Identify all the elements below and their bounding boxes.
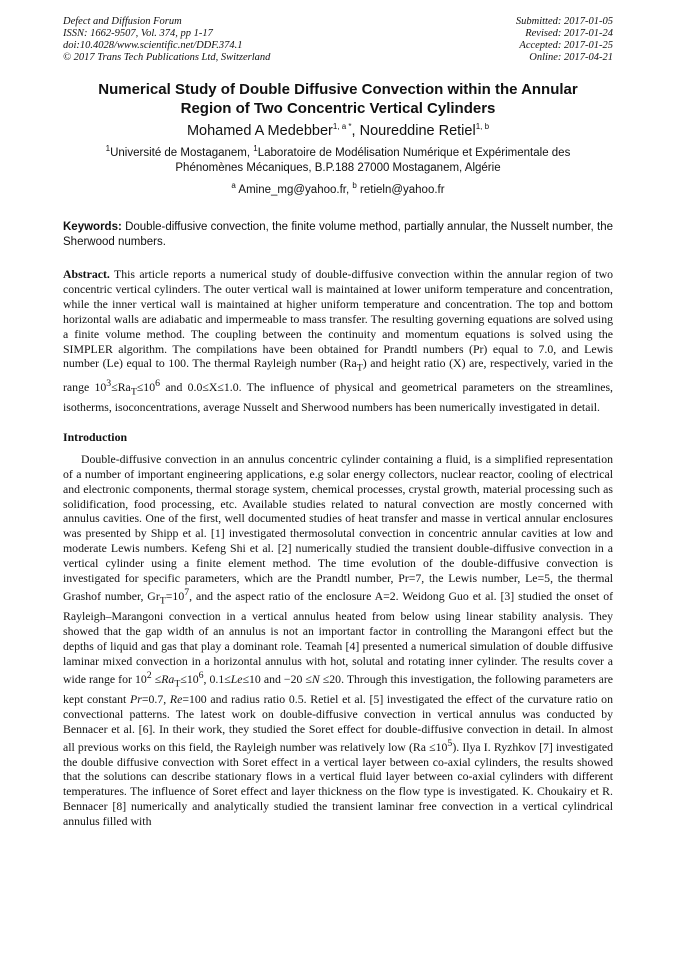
- intro-text: ). Ilya I. Ryzhkov [7] investigated the double diffusive convection with Soret effect in a vertical layer between co-axial cylinders, the results showed that the solutions can describe stationary flows in a vertical fluid layer between co-axial cylinders with different temperatures. The influence of Soret effect and layer thickness on the flow type is investigated. K. Choukairy et R. Bennacer [8] numerically and analytically studied the transient laminar free convection in a vertical cylindrical annulus filled with: [63, 739, 613, 829]
- intro-text: ≤: [151, 671, 162, 686]
- keywords-text: Double-diffusive convection, the finite volume method, partially annular, the Nusselt number, the Sherwood numbers.: [63, 221, 613, 248]
- email-b[interactable]: retieln@yahoo.fr: [356, 184, 445, 196]
- author-list: [63, 122, 613, 140]
- email-b-sup: b: [352, 181, 357, 191]
- publication-dates: [516, 16, 613, 64]
- email-a-sup: a: [231, 181, 236, 191]
- date-online: Online: 2017-04-21: [529, 52, 613, 63]
- author-2-sup: 1, b: [475, 122, 490, 132]
- abstract-label: Abstract.: [63, 267, 110, 281]
- abstract-sub: T: [356, 362, 363, 374]
- journal-name: Defect and Diffusion Forum: [63, 16, 182, 27]
- intro-text: ≤20. Through this investigation, the following parameters are kept constant: [63, 671, 614, 706]
- keywords: [63, 220, 613, 250]
- affiliation-university: Université de Mostaganem,: [110, 147, 254, 159]
- affiliation-lab: Laboratoire de Modélisation Numérique et Expérimentale des: [257, 147, 571, 159]
- intro-italic: Ra: [161, 671, 175, 686]
- journal-info: [63, 16, 270, 64]
- title-line-2: Region of Two Concentric Vertical Cylinders: [180, 100, 496, 117]
- affiliation-line-1: [63, 146, 613, 161]
- intro-italic: Re: [169, 691, 183, 706]
- intro-text: =100 and radius ratio 0.5. Retiel et al. [5] investigated the effect of the curvature ratio on convectional patterns. The latest work on double-diffusive convection in vertical annulus was conducted by Bennacer et al. [6]. In their work, they studied the Soret effect for double-diffusive convection in detail. In almost all previous works on this field, the Rayleigh number was relatively low (Ra ≤10: [63, 691, 613, 754]
- intro-italic: Pr: [130, 691, 142, 706]
- journal-copyright: © 2017 Trans Tech Publications Ltd, Switzerland: [63, 52, 271, 63]
- affiliation: [63, 146, 613, 176]
- abstract-sub: T: [130, 385, 137, 397]
- author-separator: ,: [351, 123, 360, 139]
- abstract-text: ) and height ratio (X) are, respectively, varied in the range 10: [63, 356, 613, 394]
- intro-sup: 2: [146, 669, 152, 681]
- affiliation-line-2: Phénomènes Mécaniques, B.P.188 27000 Mostaganem, Algérie: [175, 162, 501, 174]
- affiliation-sup-1: 1: [105, 144, 111, 154]
- abstract-sup: 3: [106, 377, 112, 389]
- journal-header: [63, 16, 613, 64]
- abstract-text: ≤10: [136, 379, 156, 394]
- date-submitted: Submitted: 2017-01-05: [515, 16, 613, 27]
- intro-text: ≤10 and −20 ≤: [242, 671, 312, 686]
- keywords-label: Keywords:: [63, 221, 122, 233]
- author-1: Mohamed A Medebber: [186, 123, 333, 139]
- author-2: Noureddine Retiel: [359, 123, 476, 139]
- intro-italic: Le: [230, 671, 243, 686]
- intro-sub: T: [174, 678, 181, 690]
- affiliation-sup-2: 1: [253, 144, 258, 154]
- intro-italic: N: [311, 671, 320, 686]
- introduction-paragraph: [63, 452, 613, 829]
- intro-text: Double-diffusive convection in an annulus concentric cylinder containing a fluid, is a simplified representation of a number of important engineering applications, e.g solar energy collectors, nuclear reactor, cooling of electrical and electronic components, thermal storage system, chemical processes, crystal growth, material processing such as solidification, food processing, etc. Available studies related to natural convection are mostly concerned with annulus cavities. One of the first, well documented studies of heat transfer and masse in vertical annular enclosures was presented by Shipp et al. [1] investigated thermosolutal convection in concentric annular cavities at low and moderate Lewis numbers. Kefeng Shi et al. [2] numerically studied the transient double-diffusive convection in a vertical cylinder using a finite element method. The time evolution of the double-diffusive convection is investigated for specific parameters, which are the Prandtl number, Pr=7, the Lewis number, Le=5, the thermal Grashof number, Gr: [63, 451, 613, 603]
- intro-sup: 6: [198, 669, 204, 681]
- paper-title: [63, 80, 613, 118]
- email-a[interactable]: Amine_mg@yahoo.fr,: [235, 184, 353, 196]
- intro-text: , and the aspect ratio of the enclosure A=2. Weidong Guo et al. [3] studied the onset of Rayleigh–Marangoni convection in a vertical annulus heated from below using linear stability analysis. They showed that the gap width of an annulus is not an important factor in controlling the Marangoni effect but the depths of liquid and gas that play a dominant role. Teamah [4] presented a numerical simulation of double diffusive laminar mixed convection in a horizontal annulus with hot, solutal and rotating inner cylinder. The results cover a wide range for 10: [63, 588, 614, 686]
- intro-text: =10: [165, 588, 185, 603]
- title-line-1: Numerical Study of Double Diffusive Convection within the Annular: [98, 81, 578, 98]
- introduction-heading: Introduction: [63, 429, 128, 444]
- abstract-text: and 0.0≤X≤1.0. The influence of physical and geometrical parameters on the streamlines, isotherms, isoconcentrations, average Nusselt and Sherwood numbers has been numerically investigated in detail.: [63, 379, 613, 414]
- journal-doi: doi:10.4028/www.scientific.net/DDF.374.1: [63, 40, 243, 51]
- abstract: [63, 267, 613, 415]
- intro-text: =0.7,: [141, 691, 170, 706]
- intro-text: ≤10: [180, 671, 199, 686]
- journal-issn: ISSN: 1662-9507, Vol. 374, pp 1-17: [63, 28, 213, 39]
- intro-text: , 0.1≤: [203, 671, 231, 686]
- abstract-text: This article reports a numerical study of double-diffusive convection within the annular region of two concentric vertical cylinders. The outer vertical wall is maintained at lower uniform temperature and concentration, while the inner vertical wall is maintained at higher uniform temperature and concentration. The top and bottom horizontal walls are adiabatic and impermeable to mass transfer. The resulting governing equations are solved using a finite volume method. The coupling between the continuity and momentum equations is solved using the SIMPLER algorithm. The compilations have been obtained for Prandtl numbers (Pr) equal to 7.0, and Lewis number (Le) equal to 100. The thermal Rayleigh number (Ra: [63, 267, 613, 371]
- author-1-sup: 1, a *: [332, 122, 352, 132]
- intro-sub: T: [159, 595, 166, 607]
- date-accepted: Accepted: 2017-01-25: [519, 40, 613, 51]
- intro-sup: 5: [447, 737, 453, 749]
- author-emails: [63, 183, 613, 198]
- abstract-text: ≤Ra: [111, 379, 131, 394]
- date-revised: Revised: 2017-01-24: [525, 28, 613, 39]
- intro-sup: 7: [184, 586, 190, 598]
- abstract-sup: 6: [155, 377, 161, 389]
